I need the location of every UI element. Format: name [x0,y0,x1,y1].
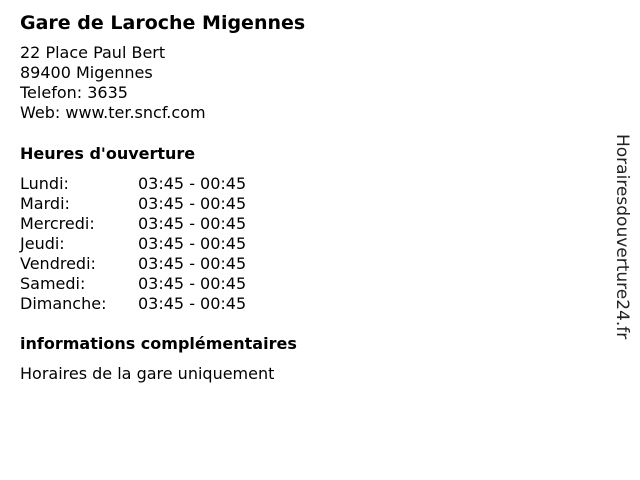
opening-hours-table [20,174,246,314]
additional-info-text: Horaires de la gare uniquement [20,364,275,383]
hours-row-sunday [20,294,246,314]
hours-row-thursday [20,234,246,254]
hours-row-monday [20,174,246,194]
address-block [20,43,206,123]
hours-row-tuesday [20,194,246,214]
hours-row-friday [20,254,246,274]
time-range: 03:45 - 00:45 [138,274,247,293]
postal-city: 89400 Migennes [20,63,153,82]
day-label: Dimanche: [20,294,107,313]
day-label: Mercredi: [20,214,95,233]
site-watermark: Horairesdouverture24.fr [612,134,632,340]
day-label: Samedi: [20,274,86,293]
time-range: 03:45 - 00:45 [138,254,247,273]
time-range: 03:45 - 00:45 [138,234,247,253]
day-label: Mardi: [20,194,70,213]
phone-number: Telefon: 3635 [20,83,128,102]
time-range: 03:45 - 00:45 [138,294,247,313]
day-label: Lundi: [20,174,69,193]
time-range: 03:45 - 00:45 [138,214,247,233]
additional-info-heading: informations complémentaires [20,334,297,353]
hours-row-saturday [20,274,246,294]
day-label: Vendredi: [20,254,96,273]
time-range: 03:45 - 00:45 [138,194,247,213]
hours-row-wednesday [20,214,246,234]
opening-hours-heading: Heures d'ouverture [20,144,196,163]
website: Web: www.ter.sncf.com [20,103,206,122]
page-title: Gare de Laroche Migennes [20,12,306,34]
time-range: 03:45 - 00:45 [138,174,247,193]
street-address: 22 Place Paul Bert [20,43,166,62]
day-label: Jeudi: [20,234,65,253]
